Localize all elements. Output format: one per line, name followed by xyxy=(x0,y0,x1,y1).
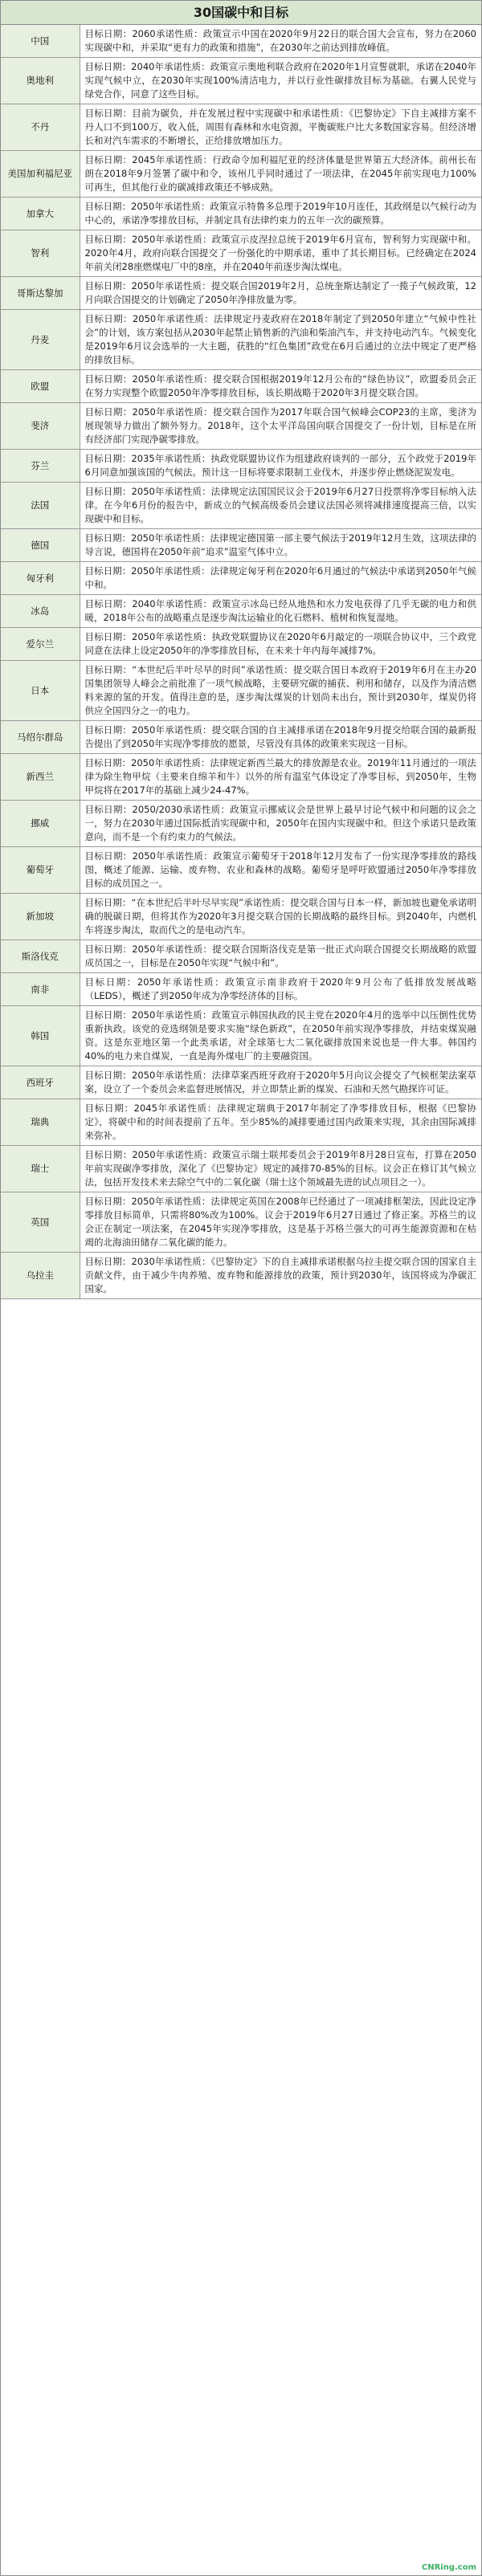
target-description-cell: 目标日期：2050年承诺性质：法律草案西班牙政府于2020年5月向议会提交了气候框架法案草案，设立了一个委员会来监督进展情况，并立即禁止新的煤炭、石油和天然气勘探许可证。 xyxy=(80,1066,481,1099)
country-cell: 日本 xyxy=(1,661,80,721)
table-row xyxy=(1,1146,481,1192)
target-description-cell: 目标日期：2050年承诺性质：提交联合国作为2017年联合国气候峰会COP23的主席，斐济为展现领导力做出了额外努力。2018年，这个太平洋岛国向联合国提交了一份计划，目标是在所有经济部门实现净碳零排放。 xyxy=(80,403,481,450)
target-description-cell: 目标日期：2050年承诺性质：法律规定丹麦政府在2018年制定了到2050年建立“气候中性社会”的计划，该方案包括从2030年起禁止销售新的汽油和柴油汽车，并支持电动汽车。气候变化是2019年6月议会选举的一大主题，获胜的“红色集团”政党在6月后通过的立法中规定了更严格的排放目标。 xyxy=(80,310,481,370)
country-cell: 爱尔兰 xyxy=(1,628,80,661)
country-cell: 欧盟 xyxy=(1,370,80,403)
country-cell: 匈牙利 xyxy=(1,562,80,595)
country-cell: 南非 xyxy=(1,973,80,1006)
table-row xyxy=(1,894,481,940)
target-description-cell: 目标日期：2050年承诺性质：法律规定德国第一部主要气候法于2019年12月生效，这项法律的导言说，德国将在2050年前“追求”温室气体中立。 xyxy=(80,529,481,562)
target-description-cell: 目标日期：目前为碳负，并在发展过程中实现碳中和承诺性质：《巴黎协定》下自主减排方案不丹人口不到100万，收入低，周围有森林和水电资源，平衡碳账户比大多数国家容易。但经济增长和对汽车需求的不断增长，正给排放增加压力。 xyxy=(80,104,481,151)
table-row xyxy=(1,1006,481,1066)
table-row xyxy=(1,595,481,628)
target-description-cell: 目标日期：“在本世纪后半叶尽早实现”承诺性质：提交联合国与日本一样，新加坡也避免承诺明确的脱碳日期，但将其作为2020年3月提交联合国的长期战略的最终目标。到2040年，内燃机车将逐步淘汰，取而代之的是电动汽车。 xyxy=(80,894,481,940)
country-cell: 芬兰 xyxy=(1,450,80,483)
target-description-cell: 目标日期：2050年承诺性质：政策宣示南非政府于2020年9月公布了低排放发展战略（LEDS），概述了到2050年成为净零经济体的目标。 xyxy=(80,973,481,1006)
country-cell: 韩国 xyxy=(1,1006,80,1066)
table-row xyxy=(1,1066,481,1099)
country-cell: 新西兰 xyxy=(1,754,80,801)
targets-table-body xyxy=(1,25,481,1299)
country-cell: 哥斯达黎加 xyxy=(1,277,80,310)
target-description-cell: 目标日期：2050年承诺性质：政策宣示瑞士联邦委员会于2019年8月28日宣布，打算在2050年前实现碳净零排放，深化了《巴黎协定》规定的减排70-85%的目标。议会正在修订其气候立法，包括开发技术来去除空气中的二氧化碳（瑞士这个领域最先进的试点项目之一）。 xyxy=(80,1146,481,1192)
table-row xyxy=(1,1253,481,1299)
target-description-cell: 目标日期：2050年承诺性质：提交联合国的自主减排承诺在2018年9月提交给联合国的最新报告提出了到2050年实现净零排放的愿景，尽管没有具体的政策来实现这一目标。 xyxy=(80,721,481,754)
table-row xyxy=(1,721,481,754)
table-row xyxy=(1,483,481,529)
country-cell: 葡萄牙 xyxy=(1,847,80,894)
country-cell: 法国 xyxy=(1,483,80,529)
target-description-cell: 目标日期：2050年承诺性质：法律规定英国在2008年已经通过了一项减排框架法，因此设定净零排放目标简单，只需将80%改为100%。议会于2019年6月27日通过了修正案。苏格兰的议会正在制定一项法案，在2045年实现净零排放，这是基于苏格兰强大的可再生能源资源和在枯竭的北海油田储存二氧化碳的能力。 xyxy=(80,1192,481,1253)
target-description-cell: 目标日期：2045年承诺性质：法律规定瑞典于2017年制定了净零排放目标，根据《巴黎协定》，将碳中和的时间表提前了五年。至少85%的减排要通过国内政策来实现，其余由国际减排来弥补。 xyxy=(80,1099,481,1146)
table-row xyxy=(1,754,481,801)
table-row xyxy=(1,403,481,450)
country-cell: 斯洛伐克 xyxy=(1,940,80,973)
country-cell: 冰岛 xyxy=(1,595,80,628)
target-description-cell: 目标日期：2050年承诺性质：法律规定新西兰最大的排放源是农业。2019年11月通过的一项法律为除生物甲烷（主要来自绵羊和牛）以外的所有温室气体设定了净零目标，到2050年，生物甲烷将在2017年的基础上减少24-47%。 xyxy=(80,754,481,801)
table-row xyxy=(1,940,481,973)
country-cell: 智利 xyxy=(1,230,80,277)
country-cell: 不丹 xyxy=(1,104,80,151)
country-cell: 英国 xyxy=(1,1192,80,1253)
target-description-cell: 目标日期：2050年承诺性质：提交联合国2019年2月，总统奎斯达制定了一揽子气候政策，12月向联合国提交的计划确定了2050年净排放量为零。 xyxy=(80,277,481,310)
table-row xyxy=(1,198,481,230)
target-description-cell: 目标日期：2040年承诺性质：政策宣示奥地利联合政府在2020年1月宣誓就职，承诺在2040年实现气候中立，在2030年实现100%清洁电力，并以行业性碳排放目标为基础。右翼人民党与绿党合作，同意了这些目标。 xyxy=(80,58,481,104)
target-description-cell: 目标日期：2030年承诺性质：《巴黎协定》下的自主减排承诺根据乌拉圭提交联合国的国家自主贡献文件，由于减少牛肉养殖、废弃物和能源排放的政策，预计到2030年，该国将成为净碳汇国家。 xyxy=(80,1253,481,1299)
country-cell: 美国加利福尼亚 xyxy=(1,151,80,198)
target-description-cell: 目标日期：“本世纪后半叶尽早的时间”承诺性质：提交联合国日本政府于2019年6月在主办20国集团领导人峰会之前批准了一项气候战略，主要研究碳的捕获、利用和储存，以及作为清洁燃料来源的氢的开发。值得注意的是，逐步淘汰煤炭的计划尚未出台，预计到2030年，煤炭仍将供应全国四分之一的电力。 xyxy=(80,661,481,721)
target-description-cell: 目标日期：2050年承诺性质：政策宣示葡萄牙于2018年12月发布了一份实现净零排放的路线图，概述了能源、运输、废弃物、农业和森林的战略。葡萄牙是呼吁欧盟通过2050年净零排放目标的成员国之一。 xyxy=(80,847,481,894)
table-row xyxy=(1,58,481,104)
table-row xyxy=(1,104,481,151)
table-row xyxy=(1,450,481,483)
targets-table xyxy=(1,25,481,1299)
table-row xyxy=(1,562,481,595)
country-cell: 丹麦 xyxy=(1,310,80,370)
target-description-cell: 目标日期：2050年承诺性质：执政党联盟协议在2020年6月敲定的一项联合协议中，三个政党同意在法律上设定2050年的净零排放目标，在未来十年内每年减排7%。 xyxy=(80,628,481,661)
table-row xyxy=(1,801,481,847)
target-description-cell: 目标日期：2050年承诺性质：政策宣示皮涅拉总统于2019年6月宣布，智利努力实现碳中和。2020年4月，政府向联合国提交了一份强化的中期承诺，重申了其长期目标。已经确定在2024年前关闭28座燃煤电厂中的8座，并在2040年前逐步淘汰煤电。 xyxy=(80,230,481,277)
target-description-cell: 目标日期：2045年承诺性质：行政命令加利福尼亚的经济体量是世界第五大经济体。前州长布朗在2018年9月签署了碳中和令，该州几乎同时通过了一项法律，在2045年前实现电力100%可再生，但其他行业的碳减排政策还不够成熟。 xyxy=(80,151,481,198)
target-description-cell: 目标日期：2050年承诺性质：政策宣示特鲁多总理于2019年10月连任，其政纲是以气候行动为中心的，承诺净零排放目标，并制定具有法律约束力的五年一次的碳预算。 xyxy=(80,198,481,230)
target-description-cell: 目标日期：2050年承诺性质：提交联合国根据2019年12月公布的“绿色协议”，欧盟委员会正在努力实现整个欧盟2050年净零排放目标，该长期战略于2020年3月提交联合国。 xyxy=(80,370,481,403)
target-description-cell: 目标日期：2050年承诺性质：提交联合国斯洛伐克是第一批正式向联合国提交长期战略的欧盟成员国之一，目标是在2050年实现“气候中和”。 xyxy=(80,940,481,973)
target-description-cell: 目标日期：2050年承诺性质：法律规定匈牙利在2020年6月通过的气候法中承诺到2050年气候中和。 xyxy=(80,562,481,595)
page-title: 30国碳中和目标 xyxy=(1,1,481,25)
country-cell: 斐济 xyxy=(1,403,80,450)
country-cell: 奥地利 xyxy=(1,58,80,104)
country-cell: 马绍尔群岛 xyxy=(1,721,80,754)
table-row xyxy=(1,529,481,562)
watermark: CNRing.com xyxy=(421,2563,476,2572)
table-row xyxy=(1,1099,481,1146)
table-row xyxy=(1,1192,481,1253)
table-row xyxy=(1,847,481,894)
table-row xyxy=(1,151,481,198)
country-cell: 中国 xyxy=(1,25,80,58)
country-cell: 西班牙 xyxy=(1,1066,80,1099)
target-description-cell: 目标日期：2060承诺性质：政策宣示中国在2020年9月22日的联合国大会宣布，努力在2060实现碳中和，并采取“更有力的政策和措施”，在2030年之前达到排放峰值。 xyxy=(80,25,481,58)
table-row xyxy=(1,628,481,661)
table-row xyxy=(1,25,481,58)
country-cell: 乌拉圭 xyxy=(1,1253,80,1299)
table-row xyxy=(1,277,481,310)
country-cell: 挪威 xyxy=(1,801,80,847)
country-cell: 瑞士 xyxy=(1,1146,80,1192)
target-description-cell: 目标日期：2050年承诺性质：法律规定法国国民议会于2019年6月27日投票将净零目标纳入法律。在今年6月份的报告中，新成立的气候高级委员会建议法国必须将减排速度提高三倍，以实现碳中和目标。 xyxy=(80,483,481,529)
target-description-cell: 目标日期：2040年承诺性质：政策宣示冰岛已经从地热和水力发电获得了几乎无碳的电力和供暖，2018年公布的战略重点是逐步淘汰运输业的化石燃料、植树和恢复湿地。 xyxy=(80,595,481,628)
country-cell: 加拿大 xyxy=(1,198,80,230)
table-row xyxy=(1,310,481,370)
table-row xyxy=(1,370,481,403)
table-row xyxy=(1,661,481,721)
target-description-cell: 目标日期：2035年承诺性质：执政党联盟协议作为组建政府谈判的一部分，五个政党于2019年6月同意加强该国的气候法。预计这一目标将要求限制工业伐木，并逐步停止燃烧泥炭发电。 xyxy=(80,450,481,483)
target-description-cell: 目标日期：2050/2030承诺性质：政策宣示挪威议会是世界上最早讨论气候中和问题的议会之一，努力在2030年通过国际抵消实现碳中和，2050年在国内实现碳中和。但这个承诺只是政策意向，而不是一个有约束力的气候法。 xyxy=(80,801,481,847)
target-description-cell: 目标日期：2050年承诺性质：政策宣示韩国执政的民主党在2020年4月的选举中以压倒性优势重新执政。该党的竞选纲领是要求实施“绿色新政”，在2050年前实现净零排放，并结束煤炭融资。这是东亚地区第一个此类承诺，对全球第七大二氧化碳排放国来说也是一件大事。韩国约40%的电力来自煤炭，一直是海外煤电厂的主要融资国。 xyxy=(80,1006,481,1066)
country-cell: 新加坡 xyxy=(1,894,80,940)
table-row xyxy=(1,973,481,1006)
table-row xyxy=(1,230,481,277)
country-cell: 瑞典 xyxy=(1,1099,80,1146)
country-cell: 德国 xyxy=(1,529,80,562)
